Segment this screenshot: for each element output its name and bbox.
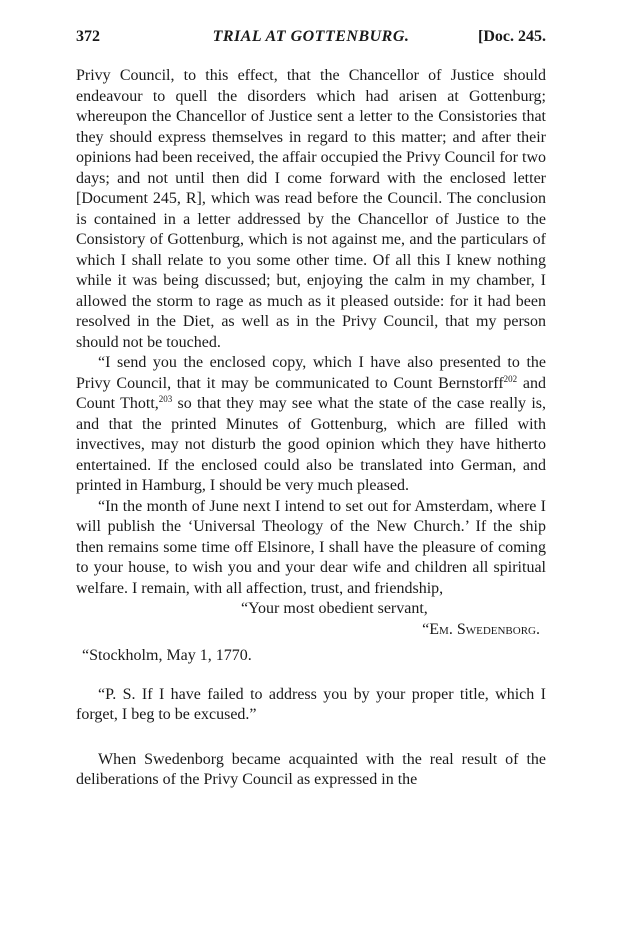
letter-closing: “Your most obedient servant, <box>241 600 428 617</box>
page-number: 372 <box>76 28 100 45</box>
footnote-ref-202: 202 <box>503 373 518 384</box>
running-title: TRIAL AT GOTTENBURG. <box>212 28 410 45</box>
paragraph-amsterdam: “In the month of June next I intend to set out for Amsterdam, where I will publish the ‘Universal Theology of the New Church.’ If the ship then remains some time off Elsinore, I shall have the pleasure of coming to your house, to wish you and your dear wife and children all spiritual welfare. I remain, with all affection, trust, and friendship, <box>76 497 546 597</box>
document-reference: [Doc. 245. <box>478 28 546 45</box>
paragraph-enclosed-copy <box>76 353 546 497</box>
running-header <box>76 28 546 50</box>
paragraph-text: so that they may see what the state of the case really is, and that the printed Minutes of Gottenburg, which are filled with invectives, may not disturb the good opinion which they have hitherto entertained. If the enclosed could also be translated into German, and printed in Hamburg, I should be very much pleased. <box>76 395 546 494</box>
paragraph-text: and Count Thott, <box>76 374 546 412</box>
page-body <box>76 66 546 791</box>
paragraph-conclusion: When Swedenborg became acquainted with the real result of the deliberations of the Privy Council as expressed in the <box>76 750 546 788</box>
postscript: “P. S. If I have failed to address you by your proper title, which I forget, I beg to be excused.” <box>76 685 546 723</box>
paragraph-continued: Privy Council, to this effect, that the Chancellor of Justice should endeavour to quell the disorders which had arisen at Gottenburg; whereupon the Chancellor of Justice sent a letter to the Consistories that they should express themselves in regard to this matter; and after their opinions had been received, the affair occupied the Privy Council for two days; and not until then did I come forward with the enclosed letter [Document 245, R], which was read before the Council. The conclusion is contained in a letter addressed by the Chancellor of Justice to the Consistory of Gottenburg, which is not against me, and the particulars of which I shall relate to you some other time. Of all this I knew nothing while it was being discussed; but, enjoying the calm in my chamber, I allowed the storm to rage as much as it pleased outside: for it had been resolved in the Diet, as well as in the Privy Council, that my person should not be touched. <box>76 67 546 351</box>
footnote-ref-203: 203 <box>158 394 173 404</box>
letter-signature: “Em. Swedenborg. <box>422 620 540 638</box>
letter-date: “Stockholm, May 1, 1770. <box>82 647 252 664</box>
paragraph-text: “I send you the enclosed copy, which I have also presented to the Privy Council, that it may be communicated to Count Bernstorff <box>76 354 546 392</box>
